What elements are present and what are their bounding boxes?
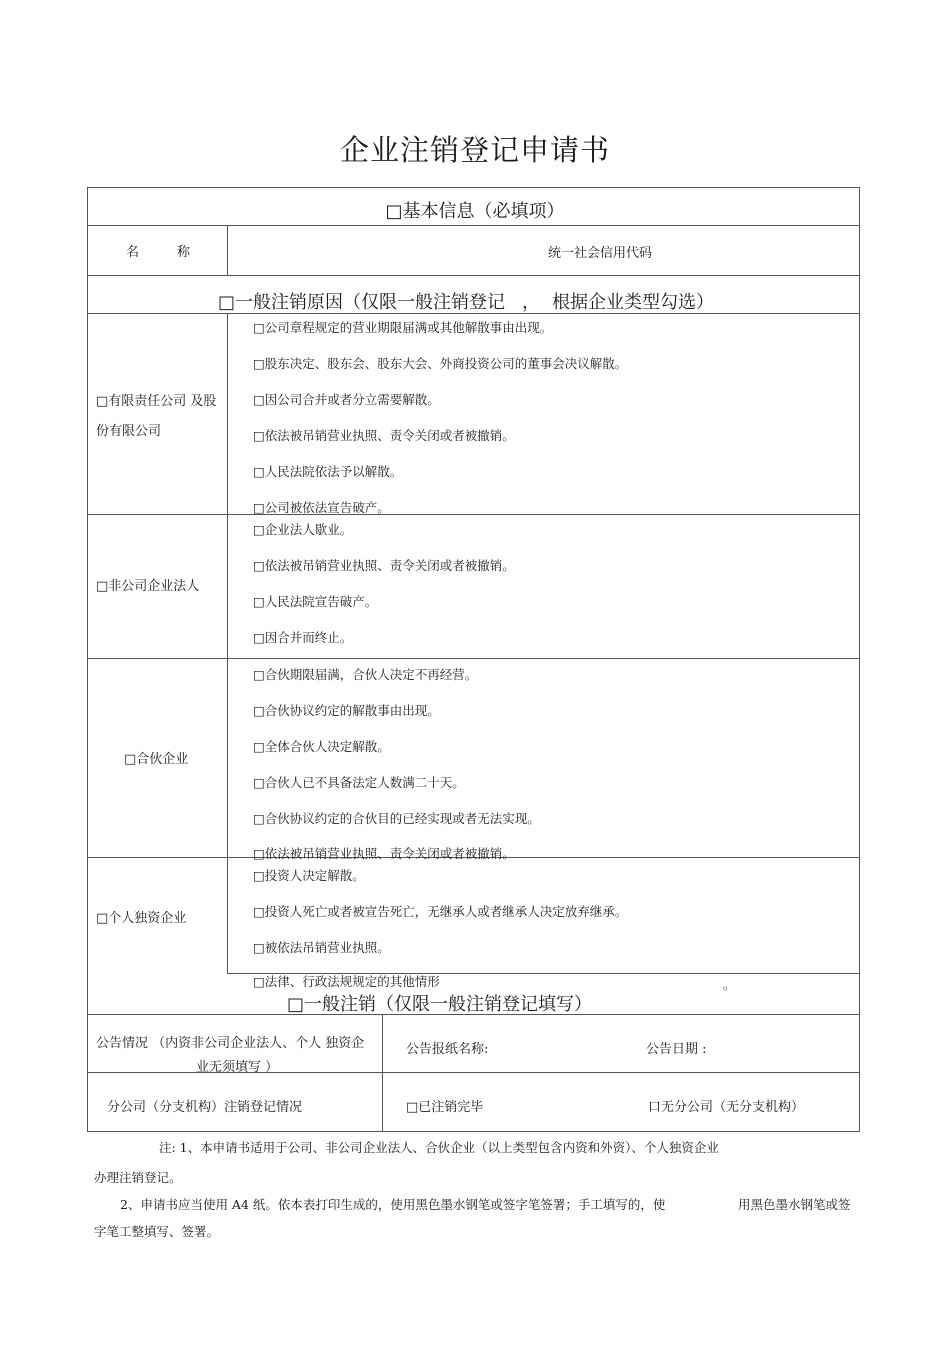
- note-2-line1: 2、申请书应当使用 A4 纸。依本表打印生成的，使用黑色墨水钢笔或签字笔签署；手工填写的，使: [120, 1197, 666, 1212]
- other-reason-option[interactable]: □法律、行政法规规定的其他情形: [253, 974, 440, 989]
- general-cancel-header: □一般注销（仅限一般注销登记填写）: [287, 994, 593, 1015]
- reason-checkbox-option[interactable]: □企业法人歇业。: [253, 522, 353, 537]
- col-divider: [227, 313, 228, 973]
- note-2-line1-end: 用黑色墨水钢笔或签: [738, 1197, 851, 1212]
- name-label-part2: 称: [177, 245, 191, 260]
- category-label-partnership: [124, 745, 188, 775]
- reason-checkbox-option[interactable]: □合伙期限届满，合伙人决定不再经营。: [253, 667, 478, 682]
- reason-checkbox-option[interactable]: □投资人决定解散。: [253, 868, 365, 883]
- reason-checkbox-option[interactable]: □依法被吊销营业执照、责令关闭或者被撤销。: [253, 558, 515, 573]
- reason-checkbox-option[interactable]: □公司被依法宣告破产。: [253, 500, 390, 515]
- category-label-line: □非公司企业法人: [96, 579, 200, 594]
- general-reason-header-right: 根据企业类型勾选）: [552, 292, 714, 313]
- note-1-line2: 办理注销登记。: [94, 1170, 182, 1185]
- reason-checkbox-option[interactable]: □合伙人已不具备法定人数满二十天。: [253, 775, 465, 790]
- reason-checkbox-option[interactable]: □因合并而终止。: [253, 630, 353, 645]
- name-label-part1: 名: [126, 245, 140, 260]
- notice-date-label: 公告日期 :: [646, 1042, 707, 1057]
- notice-label-line2: 业无须填写 ）: [196, 1060, 279, 1075]
- general-reason-header: □一般注销原因（仅限一般注销登记: [218, 292, 506, 313]
- reason-checkbox-option[interactable]: □投资人死亡或者被宣告死亡，无继承人或者继承人决定放弃继承。: [253, 904, 628, 919]
- reason-checkbox-option[interactable]: □人民法院依法予以解散。: [253, 464, 403, 479]
- general-reason-header-comma: ，: [522, 292, 540, 313]
- newspaper-name-label: 公告报纸名称:: [406, 1042, 489, 1057]
- row-divider: [87, 225, 860, 226]
- page-title: 企业注销登记申请书: [339, 133, 610, 167]
- branch-done-checkbox[interactable]: □已注销完毕: [406, 1100, 484, 1115]
- other-reason-period: 。: [723, 977, 736, 992]
- category-label-line: 份有限公司: [96, 424, 162, 439]
- row-divider: [87, 514, 860, 515]
- row-divider: [87, 658, 860, 659]
- reason-checkbox-option[interactable]: □合伙协议约定的解散事由出现。: [253, 703, 440, 718]
- category-label-sole-proprietorship: [96, 904, 186, 934]
- reason-checkbox-option[interactable]: □被依法吊销营业执照。: [253, 940, 390, 955]
- basic-info-header: □基本信息（必填项）: [385, 201, 565, 222]
- col-divider: [382, 1014, 383, 1132]
- row-divider: [87, 275, 860, 276]
- reason-checkbox-option[interactable]: □全体合伙人决定解散。: [253, 739, 390, 754]
- note-2-line2: 字笔工整填写、签署。: [94, 1224, 220, 1239]
- category-label-llc: [96, 387, 216, 447]
- reason-checkbox-option[interactable]: □合伙协议约定的合伙目的已经实现或者无法实现。: [253, 811, 540, 826]
- reason-checkbox-option[interactable]: □人民法院宣告破产。: [253, 594, 378, 609]
- col-divider: [227, 225, 228, 275]
- category-label-non-company: [96, 572, 199, 602]
- credit-code-label: 统一社会信用代码: [548, 246, 653, 261]
- reason-checkbox-option[interactable]: □股东决定、股东会、股东大会、外商投资公司的董事会决议解散。: [253, 356, 628, 371]
- no-branch-checkbox[interactable]: 口无分公司（无分支机构）: [648, 1100, 805, 1115]
- notice-label: 公告情况 （内资非公司企业法人、个人 独资企: [96, 1036, 365, 1051]
- reason-checkbox-option[interactable]: □依法被吊销营业执照、责令关闭或者被撤销。: [253, 846, 515, 861]
- category-label-line: □有限责任公司 及股: [96, 394, 217, 409]
- note-1-line1: 注: 1、本申请书适用于公司、非公司企业法人、合伙企业（以上类型包含内资和外资）、个人独资企业: [159, 1140, 719, 1155]
- reason-checkbox-option[interactable]: □公司章程规定的营业期限届满或其他解散事由出现。: [253, 320, 553, 335]
- reason-checkbox-option[interactable]: □依法被吊销营业执照、责令关闭或者被撤销。: [253, 428, 515, 443]
- reason-checkbox-option[interactable]: □因公司合并或者分立需要解散。: [253, 392, 440, 407]
- category-label-line: □个人独资企业: [96, 911, 187, 926]
- branch-cancel-label: 分公司（分支机构）注销登记情况: [107, 1100, 303, 1115]
- category-label-line: □合伙企业: [124, 752, 189, 767]
